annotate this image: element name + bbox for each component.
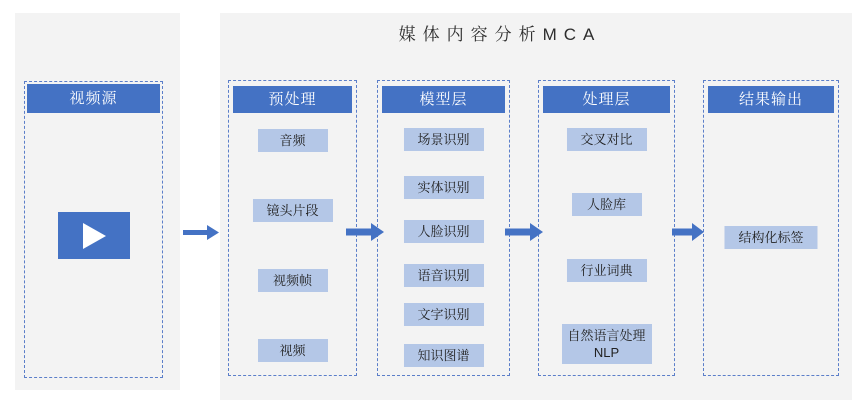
item-scene-recognition: 场景识别 — [403, 128, 483, 151]
column-video-source — [24, 81, 163, 378]
column-header-processing-layer: 处理层 — [543, 86, 670, 113]
item-face-recognition: 人脸识别 — [403, 220, 483, 243]
item-entity-recognition: 实体识别 — [403, 176, 483, 199]
column-header-preprocessing: 预处理 — [233, 86, 352, 113]
item-speech-recognition: 语音识别 — [403, 264, 483, 287]
flow-arrow-3-icon — [505, 223, 543, 246]
item-text-recognition: 文字识别 — [403, 303, 483, 326]
item-industry-dictionary: 行业词典 — [566, 259, 646, 282]
item-shot-segments: 镜头片段 — [252, 199, 332, 222]
item-audio: 音频 — [258, 129, 328, 152]
column-result-output — [703, 80, 839, 376]
item-knowledge-graph: 知识图谱 — [403, 344, 483, 367]
column-header-result-output: 结果输出 — [708, 86, 834, 113]
video-player-thumbnail — [58, 212, 130, 259]
item-video-frames: 视频帧 — [258, 269, 328, 292]
item-nlp: 自然语言处理NLP — [562, 324, 652, 364]
flow-arrow-4-icon — [672, 223, 704, 246]
column-header-video-source: 视频源 — [27, 84, 160, 113]
column-preprocessing — [228, 80, 357, 376]
column-processing-layer — [538, 80, 675, 376]
column-model-layer — [377, 80, 510, 376]
item-structured-tags: 结构化标签 — [724, 226, 817, 249]
flow-arrow-1-icon — [183, 225, 219, 245]
item-video: 视频 — [258, 339, 328, 362]
item-face-database: 人脸库 — [572, 193, 642, 216]
play-icon — [81, 222, 107, 250]
diagram-title: 媒体内容分析MCA — [398, 25, 602, 44]
item-cross-comparison: 交叉对比 — [566, 128, 646, 151]
column-header-model-layer: 模型层 — [382, 86, 505, 113]
flow-arrow-2-icon — [346, 223, 384, 246]
